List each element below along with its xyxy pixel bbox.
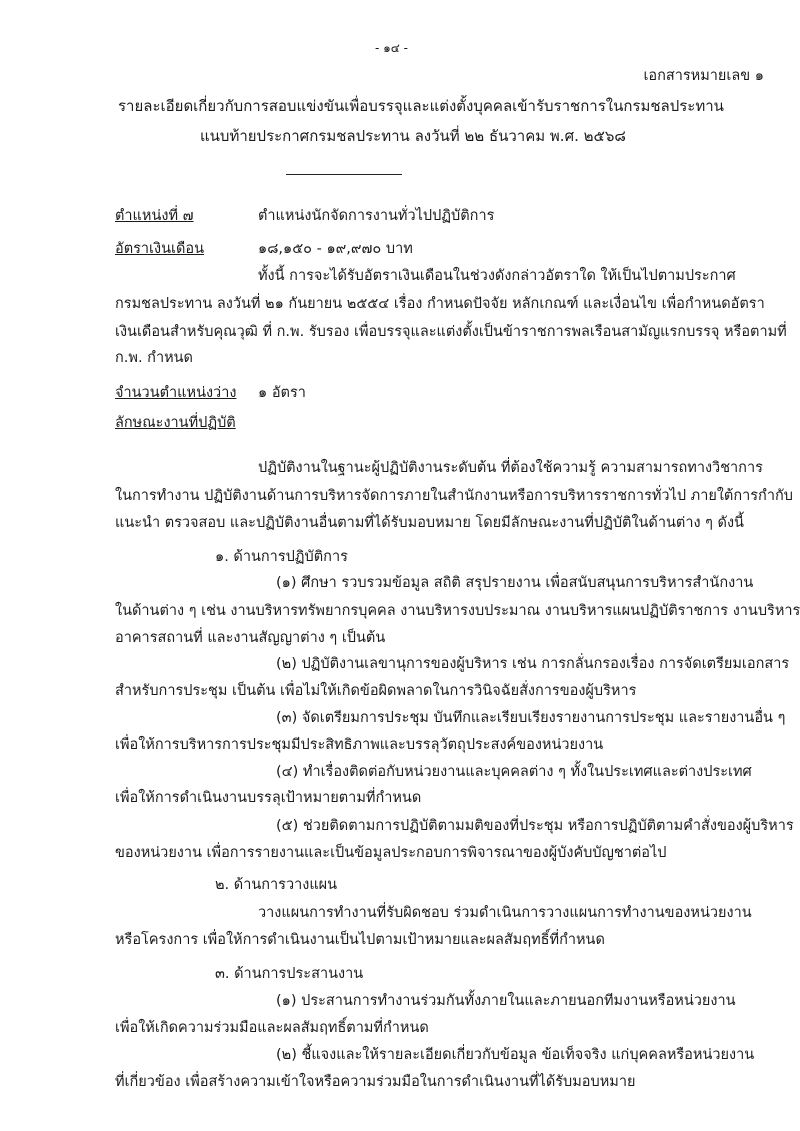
duties-heading: ลักษณะงานที่ปฏิบัติ [115,415,236,431]
section-line: (๒) ชี้แจงและให้รายละเอียดเกี่ยวกับข้อมูล ข้อเท็จจริง แก่บุคคลหรือหน่วยงาน [276,1047,755,1063]
section-line: สำหรับการประชุม เป็นต้น เพื่อไม่ให้เกิดข้อผิดพลาดในการวินิจฉัยสั่งการของผู้บริหาร [115,683,637,699]
salary-value: ๑๘,๑๕๐ - ๑๙,๙๗๐ บาท [258,241,413,257]
section-line: อาคารสถานที่ และงานสัญญาต่าง ๆ เป็นต้น [115,630,386,646]
salary-note: เงินเดือนสำหรับคุณวุฒิ ที่ ก.พ. รับรอง เพื่อบรรจุและแต่งตั้งเป็นข้าราชการพลเรือนสามัญแรกบรรจุ หรือตามที่ [115,324,787,340]
section-heading: ๑. ด้านการปฏิบัติการ [215,549,348,565]
section-line: ในด้านต่าง ๆ เช่น งานบริหารทรัพยากรบุคคล งานบริหารงบประมาณ งานบริหารแผนปฏิบัติราชการ งานบริหาร [115,603,800,619]
vacancy-label: จำนวนตำแหน่งว่าง [115,385,237,401]
divider [286,174,402,175]
position-value: ตำแหน่งนักจัดการงานทั่วไปปฏิบัติการ [258,208,495,224]
section-line: เพื่อให้การดำเนินงานบรรลุเป้าหมายตามที่กำหนด [115,790,422,806]
section-line: หรือโครงการ เพื่อให้การดำเนินงานเป็นไปตามเป้าหมายและผลสัมฤทธิ์ที่กำหนด [115,932,605,948]
section-heading: ๓. ด้านการประสานงาน [215,966,364,982]
salary-note: ก.พ. กำหนด [115,350,193,366]
title-line-2: แนบท้ายประกาศกรมชลประทาน ลงวันที่ ๒๒ ธันวาคม พ.ศ. ๒๕๖๘ [200,127,626,145]
salary-label: อัตราเงินเดือน [115,241,204,257]
position-label: ตำแหน่งที่ ๗ [115,208,194,224]
section-line: (๒) ปฏิบัติงานเลขานุการของผู้บริหาร เช่น การกลั่นกรองเรื่อง การจัดเตรียมเอกสาร [276,656,790,672]
section-line: (๕) ช่วยติดตามการปฏิบัติตามมติของที่ประชุม หรือการปฏิบัติตามคำสั่งของผู้บริหาร [276,818,794,834]
section-line: (๔) ทำเรื่องติดต่อกับหน่วยงานและบุคคลต่าง ๆ ทั้งในประเทศและต่างประเทศ [276,764,752,780]
section-heading: ๒. ด้านการวางแผน [215,877,338,893]
section-line: วางแผนการทำงานที่รับผิดชอบ ร่วมดำเนินการวางแผนการทำงานของหน่วยงาน [258,905,752,921]
salary-note: กรมชลประทาน ลงวันที่ ๒๑ กันยายน ๒๕๕๔ เรื่อง กำหนดปัจจัย หลักเกณฑ์ และเงื่อนไข เพื่อกำหนดอัตรา [115,296,765,312]
page-number: - ๑๔ - [375,41,408,55]
section-line: เพื่อให้การบริหารการประชุมมีประสิทธิภาพและบรรลุวัตถุประสงค์ของหน่วยงาน [115,737,604,753]
duties-intro: แนะนำ ตรวจสอบ และปฏิบัติงานอื่นตามที่ได้รับมอบหมาย โดยมีลักษณะงานที่ปฏิบัติในด้านต่าง ๆ ดังนี้ [115,515,744,531]
section-line: ของหน่วยงาน เพื่อการรายงานและเป็นข้อมูลประกอบการพิจารณาของผู้บังคับบัญชาต่อไป [115,845,667,861]
duties-intro: ปฏิบัติงานในฐานะผู้ปฏิบัติงานระดับต้น ที่ต้องใช้ความรู้ ความสามารถทางวิชาการ [258,460,763,476]
title-line-1: รายละเอียดเกี่ยวกับการสอบแข่งขันเพื่อบรรจุและแต่งตั้งบุคคลเข้ารับราชการในกรมชลประทาน [118,97,724,115]
section-line: เพื่อให้เกิดความร่วมมือและผลสัมฤทธิ์ตามที่กำหนด [115,1020,429,1036]
section-line: (๑) ศึกษา รวบรวมข้อมูล สถิติ สรุปรายงาน เพื่อสนับสนุนการบริหารสำนักงาน [276,575,754,591]
document-ref: เอกสารหมายเลข ๑ [643,68,764,84]
section-line: (๓) จัดเตรียมการประชุม บันทึกและเรียบเรียงรายงานการประชุม และรายงานอื่น ๆ [276,710,786,726]
section-line: ที่เกี่ยวข้อง เพื่อสร้างความเข้าใจหรือความร่วมมือในการดำเนินงานที่ได้รับมอบหมาย [115,1074,636,1090]
salary-note: ทั้งนี้ การจะได้รับอัตราเงินเดือนในช่วงดังกล่าวอัตราใด ให้เป็นไปตามประกาศ [258,268,736,284]
duties-intro: ในการทำงาน ปฏิบัติงานด้านการบริหารจัดการภายในสำนักงานหรือการบริหารราชการทั่วไป ภายใต้การกำกับ [115,488,793,504]
vacancy-value: ๑ อัตรา [258,385,306,401]
section-line: (๑) ประสานการทำงานร่วมกันทั้งภายในและภายนอกทีมงานหรือหน่วยงาน [276,993,736,1009]
